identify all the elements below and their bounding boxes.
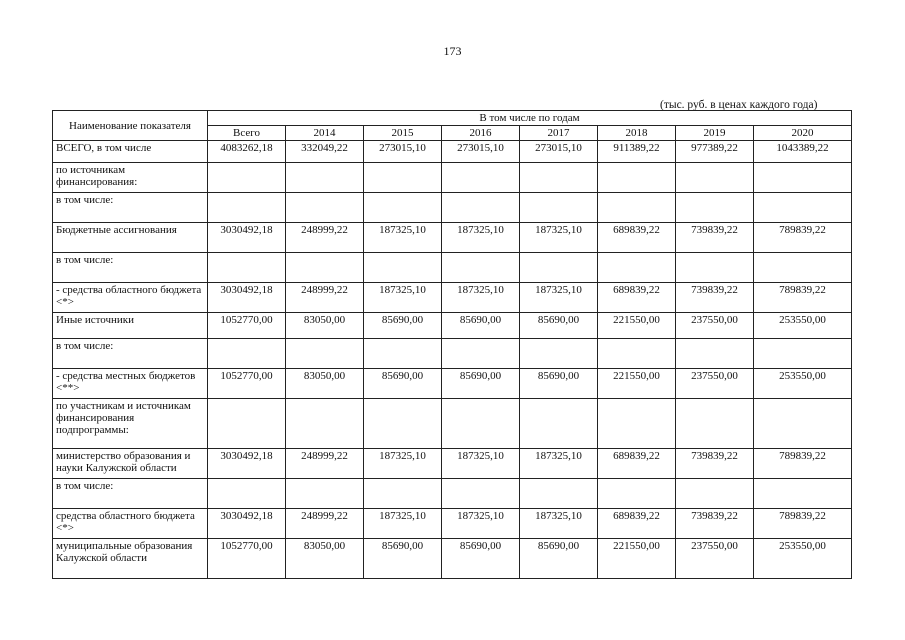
cell-value: 248999,22 — [286, 449, 364, 479]
cell-value: 221550,00 — [598, 313, 676, 339]
row-label: муниципальные образования Калужской области — [53, 539, 208, 579]
units-note: (тыс. руб. в ценах каждого года) — [660, 99, 818, 111]
column-header-2: 2015 — [364, 126, 442, 141]
cell-value: 253550,00 — [754, 313, 852, 339]
cell-value: 739839,22 — [676, 509, 754, 539]
row-label: средства областного бюджета <*> — [53, 509, 208, 539]
cell-value: 83050,00 — [286, 369, 364, 399]
table-row — [53, 539, 852, 579]
cell-value — [286, 193, 364, 223]
table-row — [53, 399, 852, 449]
cell-value — [598, 339, 676, 369]
cell-value: 85690,00 — [364, 313, 442, 339]
table-row — [53, 369, 852, 399]
cell-value: 248999,22 — [286, 509, 364, 539]
years-group-header: В том числе по годам — [208, 111, 852, 126]
cell-value — [286, 163, 364, 193]
cell-value — [676, 193, 754, 223]
cell-value — [364, 399, 442, 449]
cell-value — [676, 339, 754, 369]
cell-value: 85690,00 — [364, 369, 442, 399]
table-row — [53, 339, 852, 369]
cell-value: 237550,00 — [676, 369, 754, 399]
cell-value: 789839,22 — [754, 283, 852, 313]
table-row — [53, 223, 852, 253]
cell-value — [208, 339, 286, 369]
cell-value — [442, 399, 520, 449]
row-label: - средства местных бюджетов <**> — [53, 369, 208, 399]
cell-value — [364, 163, 442, 193]
cell-value — [442, 253, 520, 283]
cell-value — [676, 163, 754, 193]
cell-value: 221550,00 — [598, 539, 676, 579]
cell-value: 187325,10 — [364, 283, 442, 313]
row-label: - средства областного бюджета <*> — [53, 283, 208, 313]
cell-value — [598, 399, 676, 449]
cell-value: 4083262,18 — [208, 141, 286, 163]
cell-value: 237550,00 — [676, 313, 754, 339]
cell-value — [442, 479, 520, 509]
cell-value: 253550,00 — [754, 539, 852, 579]
cell-value — [364, 193, 442, 223]
table-row — [53, 449, 852, 479]
cell-value: 187325,10 — [442, 223, 520, 253]
cell-value — [676, 399, 754, 449]
cell-value: 3030492,18 — [208, 223, 286, 253]
column-header-3: 2016 — [442, 126, 520, 141]
cell-value: 248999,22 — [286, 223, 364, 253]
row-label: в том числе: — [53, 339, 208, 369]
page-number: 173 — [443, 44, 462, 58]
cell-value — [520, 399, 598, 449]
cell-value: 3030492,18 — [208, 283, 286, 313]
cell-value: 187325,10 — [520, 449, 598, 479]
cell-value — [208, 479, 286, 509]
cell-value — [520, 339, 598, 369]
name-column-header: Наименование показателя — [53, 111, 208, 141]
table-row — [53, 283, 852, 313]
cell-value — [598, 193, 676, 223]
cell-value: 187325,10 — [364, 509, 442, 539]
cell-value: 1052770,00 — [208, 313, 286, 339]
cell-value — [598, 163, 676, 193]
row-label: министерство образования и науки Калужской области — [53, 449, 208, 479]
cell-value: 187325,10 — [442, 449, 520, 479]
cell-value — [442, 339, 520, 369]
cell-value: 789839,22 — [754, 223, 852, 253]
row-label: Иные источники — [53, 313, 208, 339]
row-label: Бюджетные ассигнования — [53, 223, 208, 253]
cell-value: 1043389,22 — [754, 141, 852, 163]
cell-value: 85690,00 — [442, 313, 520, 339]
cell-value — [754, 479, 852, 509]
cell-value: 977389,22 — [676, 141, 754, 163]
cell-value — [364, 479, 442, 509]
row-label: по участникам и источникам финансирования подпрограммы: — [53, 399, 208, 449]
cell-value — [208, 163, 286, 193]
budget-table — [52, 110, 852, 579]
cell-value: 739839,22 — [676, 283, 754, 313]
column-header-5: 2018 — [598, 126, 676, 141]
cell-value — [286, 399, 364, 449]
cell-value: 3030492,18 — [208, 509, 286, 539]
cell-value — [520, 193, 598, 223]
cell-value — [364, 253, 442, 283]
cell-value: 789839,22 — [754, 509, 852, 539]
column-header-7: 2020 — [754, 126, 852, 141]
cell-value — [598, 479, 676, 509]
column-header-1: 2014 — [286, 126, 364, 141]
cell-value — [754, 253, 852, 283]
cell-value: 3030492,18 — [208, 449, 286, 479]
cell-value — [286, 253, 364, 283]
cell-value: 237550,00 — [676, 539, 754, 579]
row-label: в том числе: — [53, 253, 208, 283]
row-label: в том числе: — [53, 193, 208, 223]
cell-value — [754, 339, 852, 369]
cell-value: 187325,10 — [442, 283, 520, 313]
cell-value: 689839,22 — [598, 283, 676, 313]
cell-value: 273015,10 — [520, 141, 598, 163]
row-label: ВСЕГО, в том числе — [53, 141, 208, 163]
cell-value: 187325,10 — [442, 509, 520, 539]
cell-value: 83050,00 — [286, 313, 364, 339]
cell-value: 1052770,00 — [208, 539, 286, 579]
column-header-6: 2019 — [676, 126, 754, 141]
cell-value: 739839,22 — [676, 449, 754, 479]
cell-value: 85690,00 — [520, 369, 598, 399]
cell-value: 911389,22 — [598, 141, 676, 163]
table-row — [53, 313, 852, 339]
cell-value: 253550,00 — [754, 369, 852, 399]
cell-value: 273015,10 — [364, 141, 442, 163]
cell-value: 85690,00 — [442, 539, 520, 579]
cell-value — [754, 193, 852, 223]
cell-value — [676, 253, 754, 283]
cell-value: 187325,10 — [364, 449, 442, 479]
table-row — [53, 193, 852, 223]
cell-value — [754, 399, 852, 449]
cell-value — [286, 479, 364, 509]
column-header-0: Всего — [208, 126, 286, 141]
cell-value — [442, 163, 520, 193]
table-row — [53, 253, 852, 283]
cell-value — [208, 193, 286, 223]
cell-value — [598, 253, 676, 283]
table-row — [53, 509, 852, 539]
cell-value: 248999,22 — [286, 283, 364, 313]
cell-value: 689839,22 — [598, 509, 676, 539]
cell-value — [208, 253, 286, 283]
cell-value — [286, 339, 364, 369]
cell-value — [442, 193, 520, 223]
row-label: по источникам финансирования: — [53, 163, 208, 193]
cell-value: 187325,10 — [520, 223, 598, 253]
cell-value — [520, 163, 598, 193]
cell-value — [754, 163, 852, 193]
cell-value: 187325,10 — [520, 283, 598, 313]
cell-value: 689839,22 — [598, 223, 676, 253]
cell-value — [520, 479, 598, 509]
cell-value: 273015,10 — [442, 141, 520, 163]
table-row — [53, 479, 852, 509]
table-row — [53, 141, 852, 163]
cell-value — [520, 253, 598, 283]
cell-value: 85690,00 — [364, 539, 442, 579]
cell-value: 789839,22 — [754, 449, 852, 479]
cell-value — [208, 399, 286, 449]
cell-value — [676, 479, 754, 509]
cell-value: 85690,00 — [520, 539, 598, 579]
cell-value: 83050,00 — [286, 539, 364, 579]
table-row — [53, 163, 852, 193]
cell-value: 187325,10 — [520, 509, 598, 539]
cell-value: 85690,00 — [520, 313, 598, 339]
cell-value: 332049,22 — [286, 141, 364, 163]
cell-value: 1052770,00 — [208, 369, 286, 399]
cell-value: 221550,00 — [598, 369, 676, 399]
cell-value — [364, 339, 442, 369]
cell-value: 85690,00 — [442, 369, 520, 399]
cell-value: 187325,10 — [364, 223, 442, 253]
cell-value: 739839,22 — [676, 223, 754, 253]
cell-value: 689839,22 — [598, 449, 676, 479]
column-header-4: 2017 — [520, 126, 598, 141]
row-label: в том числе: — [53, 479, 208, 509]
